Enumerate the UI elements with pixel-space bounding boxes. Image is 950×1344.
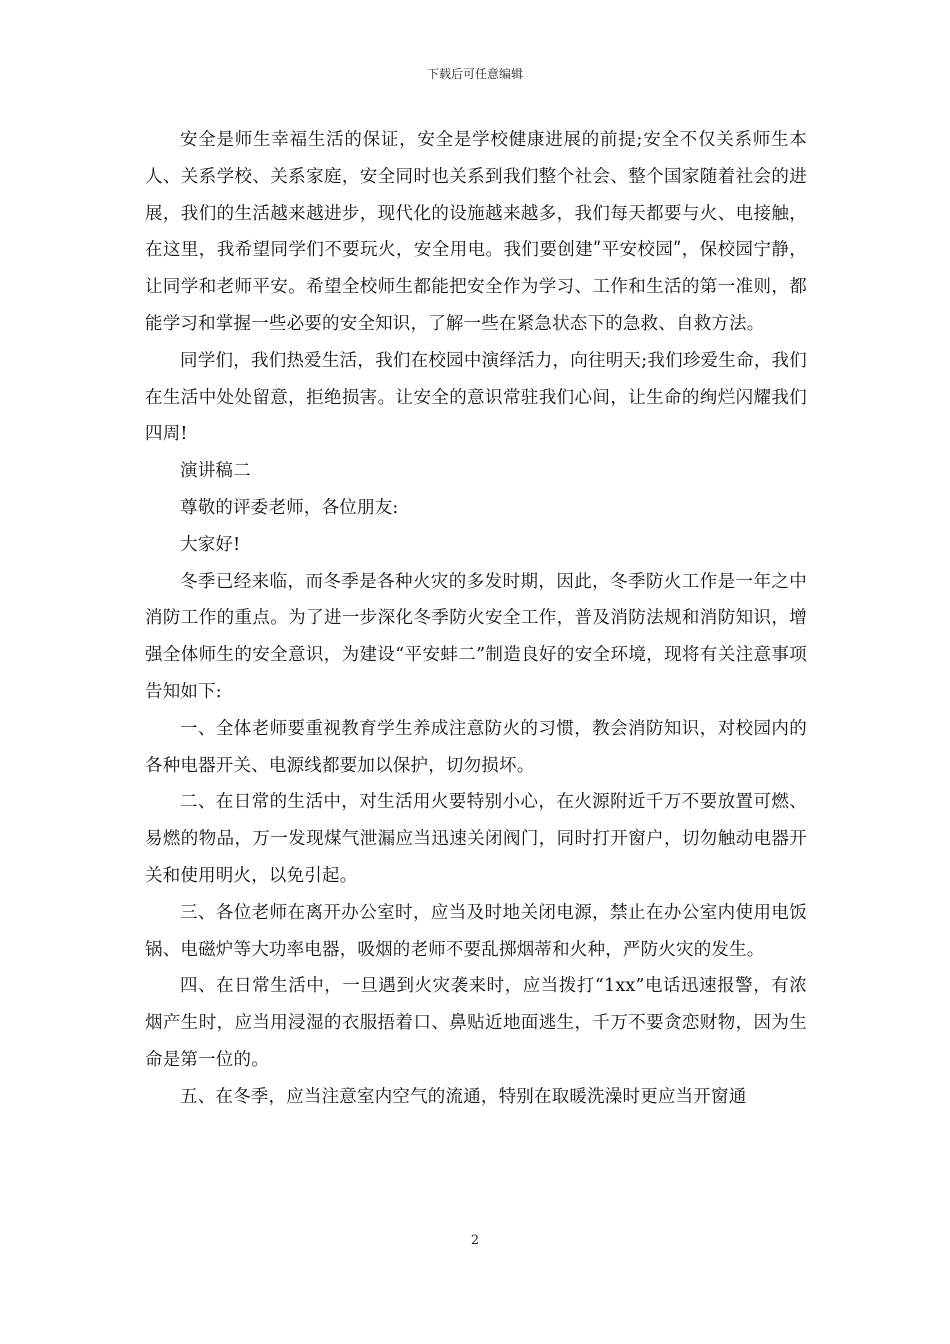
notice-item-5: 五、在冬季，应当注意室内空气的流通，特别在取暖洗澡时更应当开窗通 — [180, 1086, 747, 1107]
salutation: 尊敬的评委老师，各位朋友: — [180, 497, 399, 518]
document-body — [145, 122, 807, 1116]
notice-item-1: 一、全体老师要重视教育学生养成注意防火的习惯，教会消防知识，对校园内的各种电器开关、电源线都要加以保护，切勿损坏。 — [145, 718, 807, 776]
paragraph-safety-closing: 同学们，我们热爱生活，我们在校园中演绎活力，向往明天;我们珍爱生命，我们在生活中处处留意，拒绝损害。让安全的意识常驻我们心间，让生命的绚烂闪耀我们四周! — [145, 350, 807, 445]
greeting: 大家好! — [180, 534, 241, 555]
page-number: 2 — [470, 1233, 480, 1248]
notice-item-4: 四、在日常生活中，一旦遇到火灾袭来时，应当拨打“1xx”电话迅速报警，有浓烟产生时，应当用浸湿的衣服捂着口、鼻贴近地面逃生，千万不要贪恋财物，因为生命是第一位的。 — [145, 976, 807, 1070]
page-header: 下载后可任意编辑 — [426, 67, 523, 81]
notice-item-3: 三、各位老师在离开办公室时，应当及时地关闭电源，禁止在办公室内使用电饭锅、电磁炉等大功率电器，吸烟的老师不要乱掷烟蒂和火种，严防火灾的发生。 — [145, 902, 807, 960]
notice-item-2: 二、在日常的生活中，对生活用火要特别小心，在火源附近千万不要放置可燃、易燃的物品，万一发现煤气泄漏应当迅速关闭阀门，同时打开窗户，切勿触动电器开关和使用明火，以免引起。 — [145, 792, 807, 886]
paragraph-safety-intro: 安全是师生幸福生活的保证，安全是学校健康进展的前提;安全不仅关系师生本人、关系学校、关系家庭，安全同时也关系到我们整个社会、整个国家随着社会的进展，我们的生活越来越进步，现代化的设施越来越多，我们每天都要与火、电接触，在这里，我希望同学们不要玩火，安全用电。我们要创建ʺ平安校园ʺ，保校园宁静，让同学和老师平安。希望全校师生都能把安全作为学习、工作和生活的第一准则，都能学习和掌握一些必要的安全知识，了解一些在紧急状态下的急救、自救方法。 — [145, 130, 807, 334]
paragraph-winter-fire-intro: 冬季已经来临，而冬季是各种火灾的多发时期，因此，冬季防火工作是一年之中消防工作的重点。为了进一步深化冬季防火安全工作，普及消防法规和消防知识，增强全体师生的安全意识，为建设“平安蚌二”制造良好的安全环境，现将有关注意事项告知如下: — [145, 571, 807, 702]
speech-two-heading: 演讲稿二 — [180, 461, 251, 482]
